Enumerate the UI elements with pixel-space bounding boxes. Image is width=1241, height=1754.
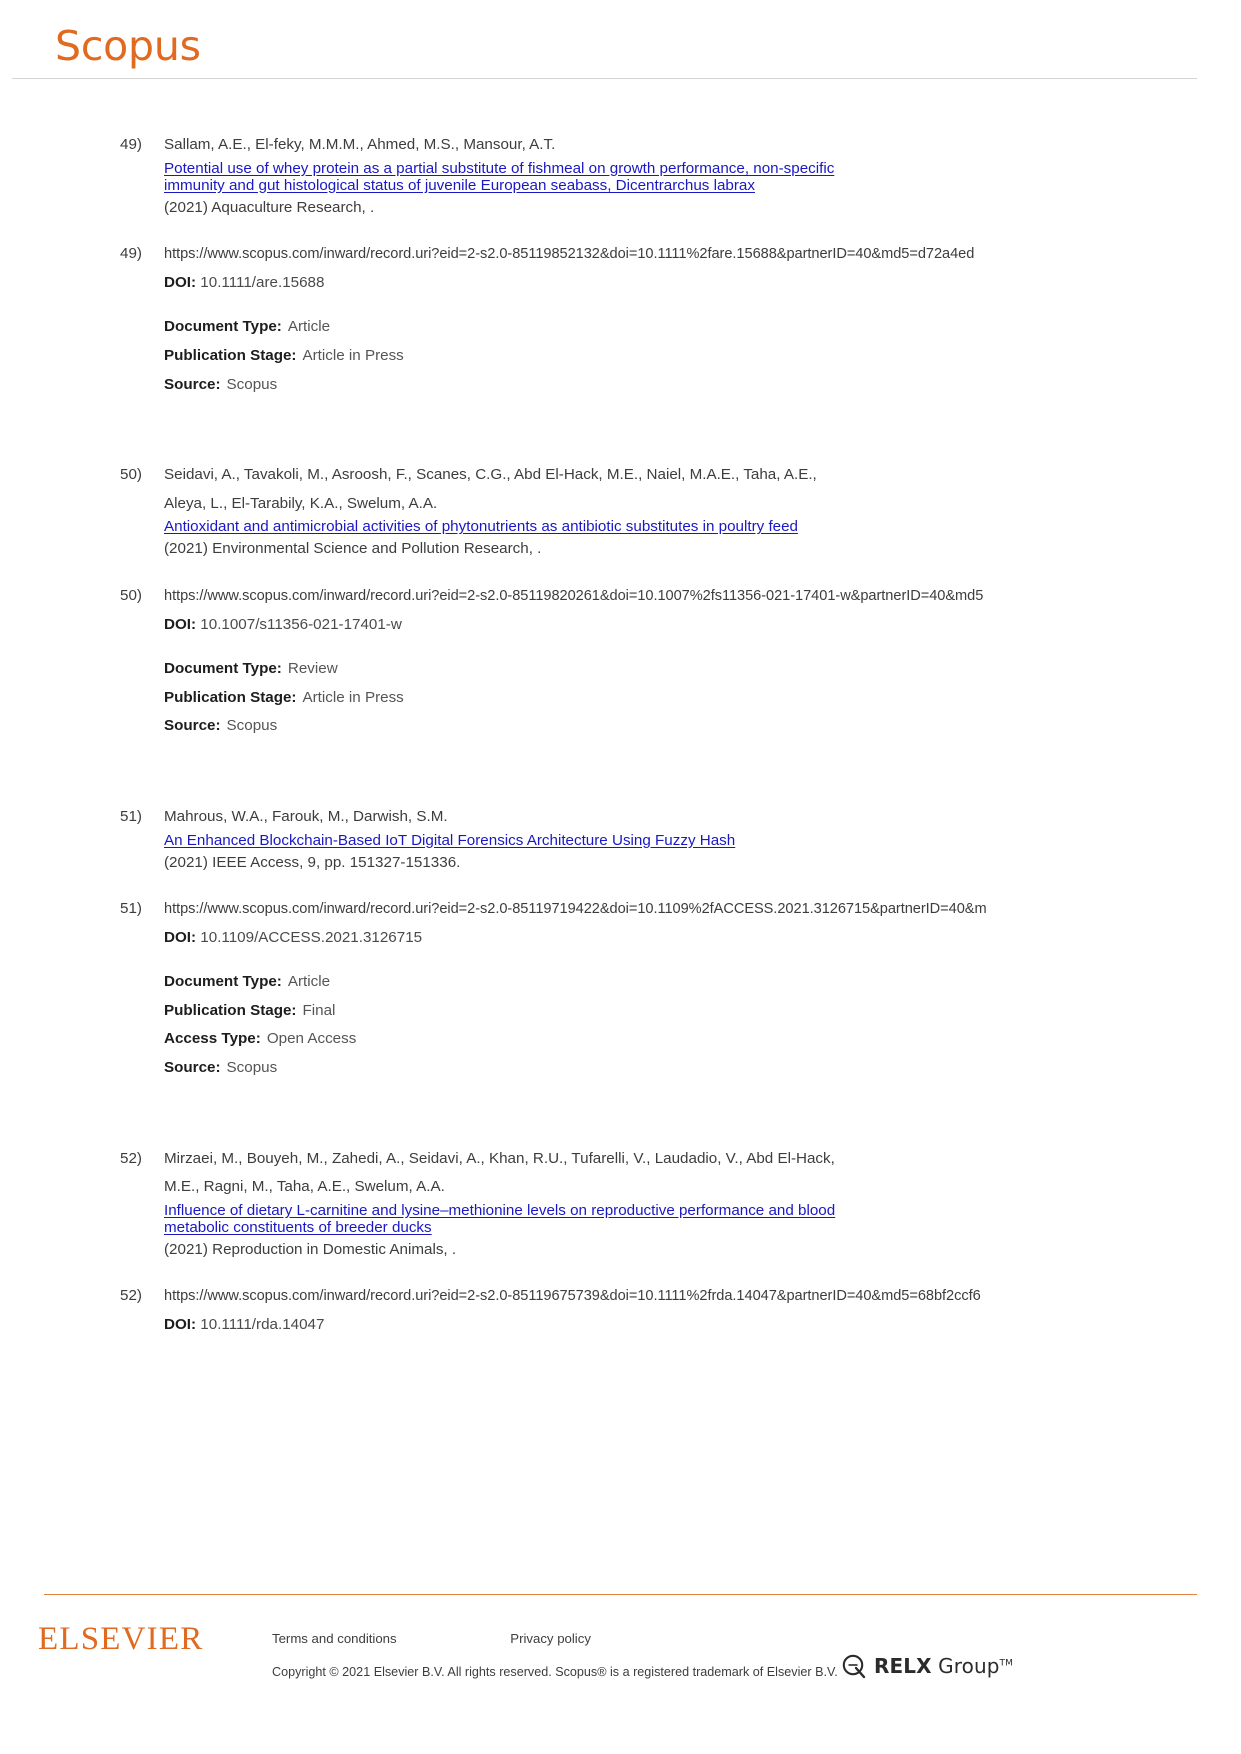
doi-row (0, 611, 1241, 640)
relx-wordmark: RELX (874, 1654, 932, 1678)
copyright-text: Copyright © 2021 Elsevier B.V. All rights reserved. Scopus® is a registered trademark of Elsevier B.V. (272, 1665, 838, 1679)
authors-text: Mirzaei, M., Bouyeh, M., Zahedi, A., Seidavi, A., Khan, R.U., Tufarelli, V., Laudadio, V., Abd El-Hack, (164, 1149, 835, 1167)
doi-value: 10.1007/s11356-021-17401-w (200, 615, 402, 633)
reference-entry-52 (0, 1145, 1241, 1340)
privacy-policy-link[interactable]: Privacy policy (510, 1631, 591, 1646)
record-url[interactable]: https://www.scopus.com/inward/record.uri?eid=2-s2.0-85119820261&doi=10.1007%2fs11356-021-17401-w&partnerID=40&md5 (164, 587, 984, 604)
document-title-link[interactable]: Potential use of whey protein as a partial substitute of fishmeal on growth performance, non-specific (164, 159, 835, 177)
metadata-block (0, 968, 1241, 1082)
url-entry-number: 49) (120, 245, 142, 263)
url-row (0, 582, 1241, 611)
metadata-block (0, 313, 1241, 399)
spacer (0, 564, 1241, 582)
metadata-row (0, 313, 1241, 342)
document-title-link[interactable]: Antioxidant and antimicrobial activities of phytonutrients as antibiotic substitutes in poultry feed (164, 518, 799, 536)
doi-value: 10.1109/ACCESS.2021.3126715 (200, 928, 423, 946)
metadata-value: Final (302, 1001, 336, 1019)
authors-text: Sallam, A.E., El-feky, M.M.M., Ahmed, M.S., Mansour, A.T. (164, 136, 556, 153)
metadata-row (0, 997, 1241, 1026)
entry-number: 50) (120, 466, 142, 484)
metadata-row (0, 684, 1241, 713)
page-header (0, 0, 1241, 78)
spacer (0, 222, 1241, 240)
url-entry-number: 52) (120, 1287, 142, 1305)
entry-spacer (0, 1083, 1241, 1145)
doi-label: DOI: (164, 615, 197, 633)
metadata-label: Publication Stage: (164, 1001, 297, 1019)
trademark-symbol: TM (999, 1658, 1013, 1669)
entry-spacer (0, 741, 1241, 803)
metadata-value: Article in Press (302, 688, 404, 706)
metadata-value: Scopus (226, 1059, 278, 1077)
record-url[interactable]: https://www.scopus.com/inward/record.uri?eid=2-s2.0-85119675739&doi=10.1111%2frda.14047&partnerID=40&md5=68bf2ccf6 (164, 1288, 981, 1305)
entry-number: 51) (120, 807, 142, 825)
url-entry-number: 51) (120, 900, 142, 918)
source-text: (2021) Environmental Science and Pollution Research, . (164, 540, 542, 558)
document-title-link-cont[interactable]: metabolic constituents of breeder ducks (164, 1218, 432, 1236)
metadata-label: Source: (164, 717, 221, 735)
relx-group-word: Group (931, 1654, 1000, 1678)
footer-links (272, 1631, 591, 1646)
entry-spacer (0, 399, 1241, 461)
url-row (0, 895, 1241, 924)
metadata-row (0, 1054, 1241, 1083)
scopus-logo: Scopus (55, 22, 201, 70)
metadata-row (0, 968, 1241, 997)
url-entry-number: 50) (120, 586, 142, 604)
metadata-block (0, 655, 1241, 741)
authors-row-cont (0, 1173, 1241, 1202)
metadata-row (0, 342, 1241, 371)
url-row (0, 240, 1241, 269)
elsevier-logo: ELSEVIER (38, 1621, 204, 1657)
authors-text-cont: M.E., Ragni, M., Taha, A.E., Swelum, A.A. (164, 1178, 445, 1196)
terms-and-conditions-link[interactable]: Terms and conditions (272, 1631, 397, 1646)
metadata-label: Document Type: (164, 660, 282, 678)
reference-entry-49 (0, 131, 1241, 399)
entry-number: 52) (120, 1149, 142, 1167)
metadata-label: Source: (164, 1059, 221, 1077)
spacer (0, 1264, 1241, 1282)
source-text: (2021) IEEE Access, 9, pp. 151327-151336. (164, 853, 461, 871)
metadata-value: Scopus (226, 717, 278, 735)
authors-row (0, 803, 1241, 832)
doi-value: 10.1111/rda.14047 (200, 1316, 325, 1334)
page-footer (0, 1594, 1241, 1754)
relx-group-logo (841, 1653, 1013, 1679)
record-url[interactable]: https://www.scopus.com/inward/record.uri?eid=2-s2.0-85119719422&doi=10.1109%2fACCESS.2021.3126715&partnerID=40&m (164, 901, 987, 918)
authors-row-cont (0, 490, 1241, 519)
metadata-label: Publication Stage: (164, 688, 297, 706)
metadata-row (0, 371, 1241, 400)
source-text: (2021) Aquaculture Research, . (164, 198, 375, 216)
reference-entry-51 (0, 803, 1241, 1083)
metadata-value: Article in Press (302, 346, 404, 364)
metadata-value: Open Access (266, 1030, 357, 1048)
doi-label: DOI: (164, 928, 197, 946)
metadata-value: Scopus (226, 375, 278, 393)
doi-label: DOI: (164, 273, 197, 291)
record-url[interactable]: https://www.scopus.com/inward/record.uri?eid=2-s2.0-85119852132&doi=10.1111%2fare.15688&partnerID=40&md5=d72a4ed (164, 246, 975, 263)
metadata-label: Publication Stage: (164, 346, 297, 364)
url-row (0, 1282, 1241, 1311)
doi-row (0, 1311, 1241, 1340)
source-row (0, 194, 1241, 223)
authors-row (0, 461, 1241, 490)
spacer (0, 877, 1241, 895)
authors-text: Seidavi, A., Tavakoli, M., Asroosh, F., Scanes, C.G., Abd El-Hack, M.E., Naiel, M.A.E., Taha, A.E., (164, 466, 817, 484)
metadata-value: Article (287, 973, 331, 991)
document-title-link[interactable]: An Enhanced Blockchain-Based IoT Digital Forensics Architecture Using Fuzzy Hash (164, 831, 736, 849)
authors-text: Mahrous, W.A., Farouk, M., Darwish, S.M. (164, 807, 448, 825)
metadata-row (0, 1025, 1241, 1054)
metadata-label: Source: (164, 375, 221, 393)
doi-row (0, 924, 1241, 953)
doi-label: DOI: (164, 1316, 197, 1334)
reference-list (0, 79, 1241, 1340)
metadata-row (0, 712, 1241, 741)
source-row (0, 1236, 1241, 1265)
metadata-label: Document Type: (164, 973, 282, 991)
source-row (0, 849, 1241, 878)
entry-number: 49) (120, 136, 142, 153)
relx-mark-icon (841, 1653, 867, 1679)
source-text: (2021) Reproduction in Domestic Animals, . (164, 1240, 457, 1258)
doi-value: 10.1111/are.15688 (200, 273, 325, 291)
metadata-value: Review (287, 660, 338, 678)
document-title-link[interactable]: Influence of dietary L-carnitine and lysine–methionine levels on reproductive performance and blood (164, 1201, 836, 1219)
authors-row (0, 1145, 1241, 1174)
reference-entry-50 (0, 461, 1241, 741)
document-title-link-cont[interactable]: immunity and gut histological status of juvenile European seabass, Dicentrarchus labrax (164, 176, 755, 194)
metadata-value: Article (287, 318, 331, 336)
source-row (0, 535, 1241, 564)
metadata-label: Document Type: (164, 318, 282, 336)
metadata-label: Access Type: (164, 1030, 261, 1048)
authors-text-cont: Aleya, L., El-Tarabily, K.A., Swelum, A.A. (164, 494, 438, 512)
doi-row (0, 269, 1241, 298)
authors-row (0, 131, 1241, 160)
metadata-row (0, 655, 1241, 684)
